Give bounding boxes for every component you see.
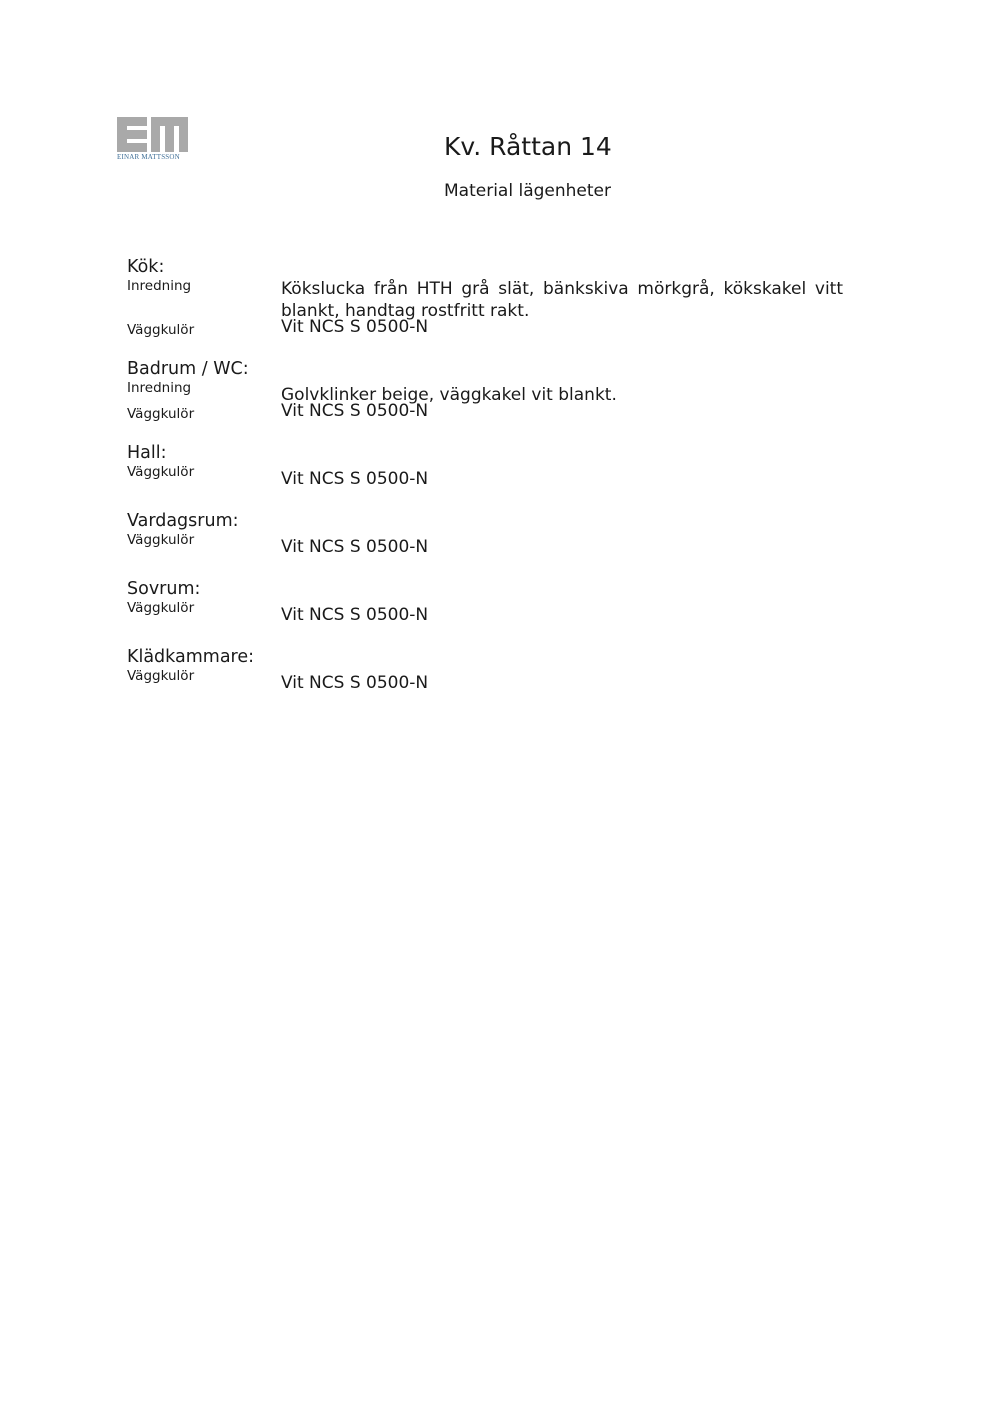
material-row: [127, 668, 843, 694]
section-kladkammare: [127, 646, 843, 694]
row-label: Väggkulör: [127, 532, 195, 548]
row-label: Väggkulör: [127, 668, 195, 684]
row-value: Kökslucka från HTH grå slät, bänkskiva mörkgrå, kökskakel vitt blankt, handtag rostfritt rakt.: [281, 279, 843, 321]
row-value: Vit NCS S 0500-N: [281, 401, 429, 421]
row-label: Väggkulör: [127, 406, 195, 422]
section-heading: Hall:: [127, 443, 167, 463]
section-kok: [127, 256, 843, 338]
section-heading: Kök:: [127, 257, 165, 277]
document-title: Kv. Råttan 14: [444, 132, 612, 161]
row-label: Väggkulör: [127, 322, 195, 338]
section-vardagsrum: [127, 510, 843, 558]
row-label: Väggkulör: [127, 600, 195, 616]
row-value: Vit NCS S 0500-N: [281, 673, 429, 693]
material-row: [127, 464, 843, 490]
section-sovrum: [127, 578, 843, 626]
row-value: Vit NCS S 0500-N: [281, 317, 429, 337]
section-hall: [127, 442, 843, 490]
company-logo: [117, 117, 189, 165]
row-label: Inredning: [127, 380, 192, 396]
em-logo-mark: [117, 117, 189, 153]
row-value: Vit NCS S 0500-N: [281, 469, 429, 489]
section-badrum: [127, 358, 843, 422]
section-heading: Badrum / WC:: [127, 359, 249, 379]
row-label: Väggkulör: [127, 464, 195, 480]
material-sections: [127, 256, 843, 714]
material-row: [127, 317, 843, 338]
section-heading: Vardagsrum:: [127, 511, 239, 531]
material-row: [127, 532, 843, 558]
row-value: Vit NCS S 0500-N: [281, 537, 429, 557]
material-row: [127, 600, 843, 626]
row-label: Inredning: [127, 278, 192, 294]
document-subtitle: Material lägenheter: [444, 181, 611, 201]
material-row: [127, 401, 843, 422]
logo-text: EINAR MATTSSON: [117, 153, 180, 161]
row-value: Vit NCS S 0500-N: [281, 605, 429, 625]
section-heading: Sovrum:: [127, 579, 201, 599]
section-heading: Klädkammare:: [127, 647, 255, 667]
row-value: Golvklinker beige, väggkakel vit blankt.: [281, 385, 617, 405]
